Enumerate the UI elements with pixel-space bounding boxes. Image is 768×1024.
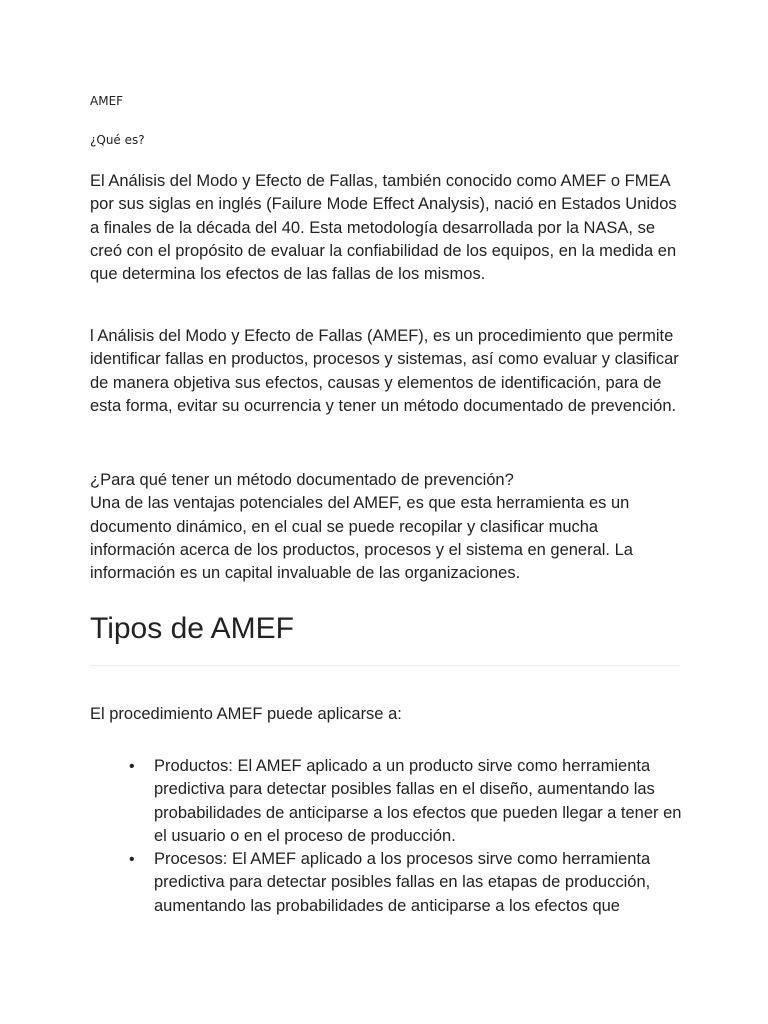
paragraph-intro: El Análisis del Modo y Efecto de Fallas, también conocido como AMEF o FMEA por sus siglas en inglés (Failure Mode Effect Analysis), nació en Estados Unidos a finales de la década del 40. Esta metodología desarrollada por la NASA, se creó con el propósito de evaluar la confiabilidad de los equipos, en la medida en que determina los efectos de las fallas de los mismos. — [90, 172, 677, 284]
paragraph-definition: l Análisis del Modo y Efecto de Fallas (AMEF), es un procedimiento que permite identificar fallas en productos, procesos y sistemas, así como evaluar y clasificar de manera objetiva sus efectos, causas y elementos de identificación, para de esta forma, evitar su ocurrencia y tener un método documentado de prevención. — [90, 327, 679, 415]
question-line: ¿Para qué tener un método documentado de prevención? — [90, 471, 514, 489]
question-label: ¿Qué es? — [90, 133, 145, 147]
list-item — [129, 848, 694, 918]
list-item — [129, 755, 694, 848]
paragraph-advantages: Una de las ventajas potenciales del AMEF, es que esta herramienta es un documento dinámico, en el cual se puede recopilar y clasificar mucha información acerca de los productos, procesos y el sistema en general. La información es un capital invaluable de las organizaciones. — [90, 494, 633, 583]
bullet-icon: • — [129, 758, 135, 775]
paragraph-applies-to: El procedimiento AMEF puede aplicarse a: — [90, 705, 402, 723]
section-heading: Tipos de AMEF — [90, 612, 294, 645]
paragraph-advantages-block — [90, 469, 680, 585]
types-list — [129, 755, 694, 918]
bullet-icon: • — [129, 851, 135, 869]
list-item-text: Productos: El AMEF aplicado a un producto sirve como herramienta predictiva para detectar posibles fallas en el diseño, aumentando las probabilidades de anticiparse a los efectos que pueden llegar a tener en el usuario o en el proceso de producción. — [154, 757, 682, 845]
list-item-text: Procesos: El AMEF aplicado a los procesos sirve como herramienta predictiva para detectar posibles fallas en las etapas de producción, aumentando las probabilidades de anticiparse a los efectos que — [154, 850, 651, 915]
document-title-label: AMEF — [90, 94, 124, 108]
heading-divider — [90, 665, 680, 666]
